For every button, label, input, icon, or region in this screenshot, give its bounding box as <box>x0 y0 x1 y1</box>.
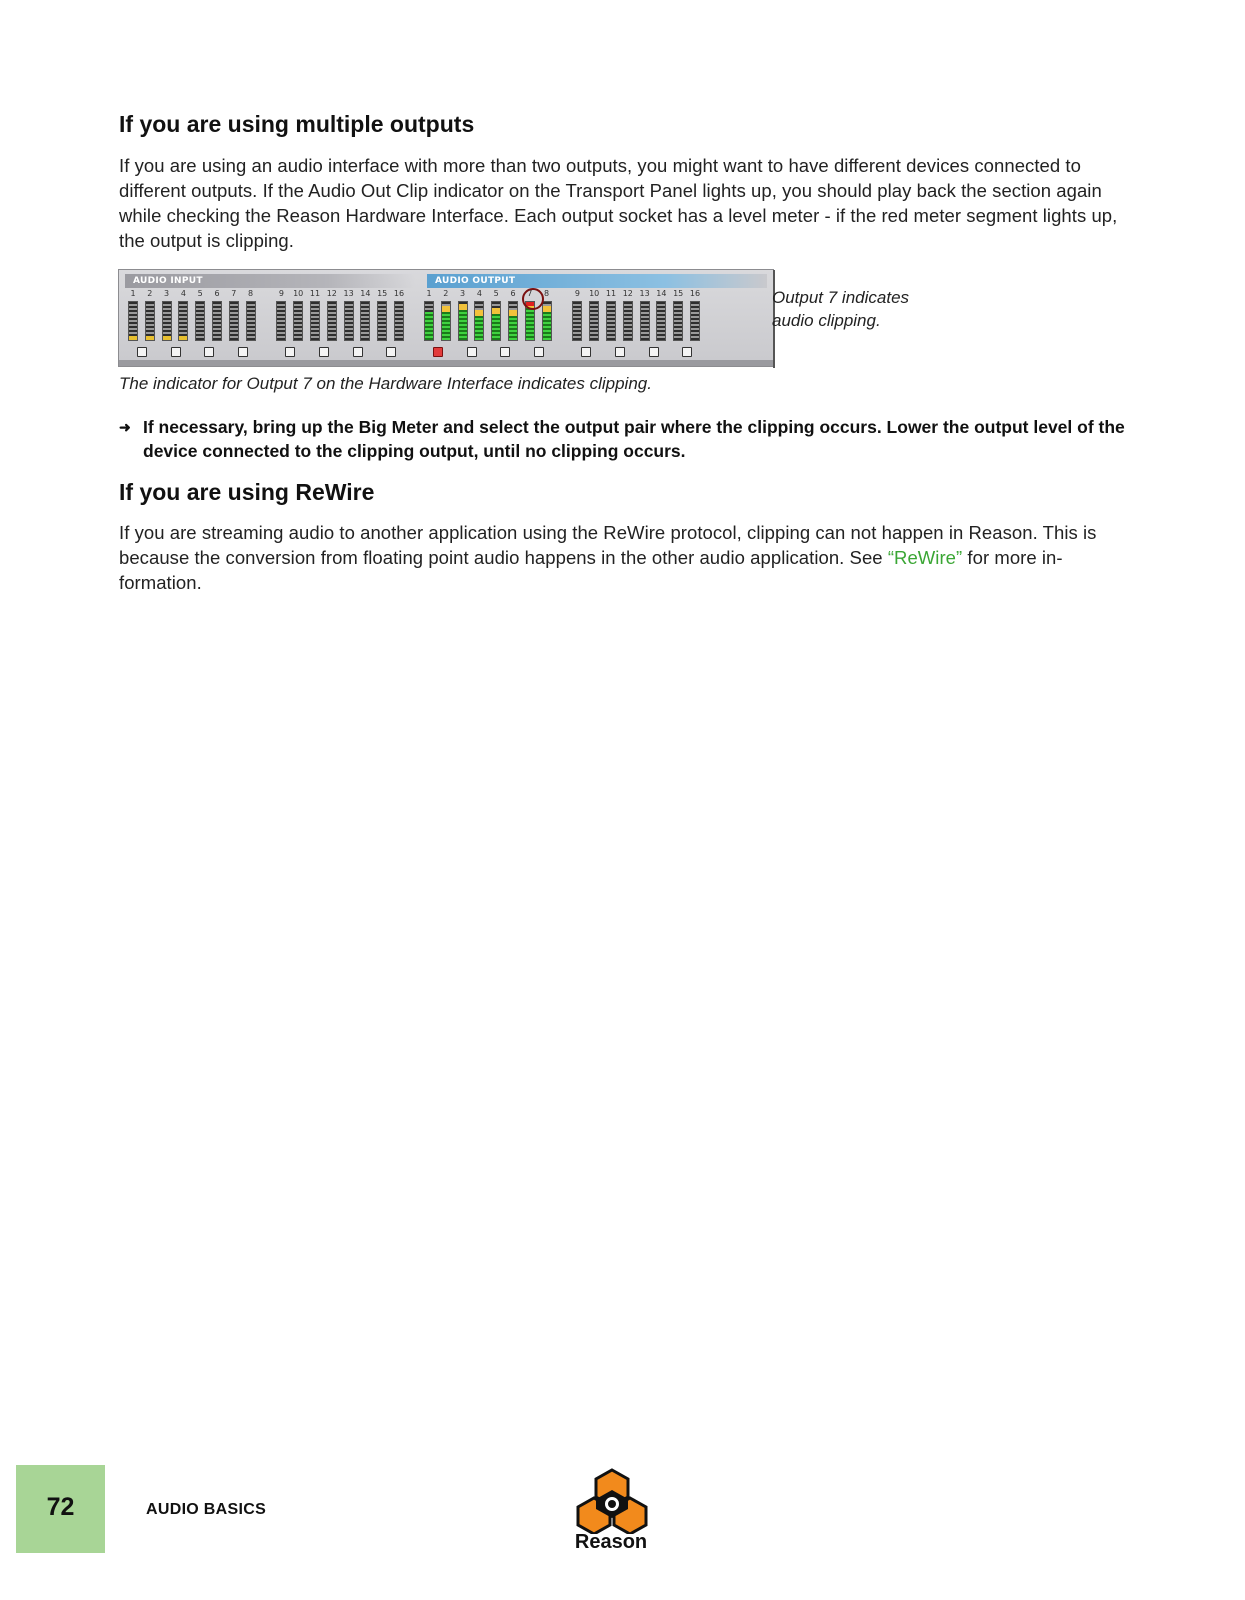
input-channel-number: 13 <box>343 289 354 298</box>
input-level-meter <box>212 301 222 341</box>
output-level-meter <box>623 301 633 341</box>
output-channel-number: 4 <box>476 289 482 298</box>
body-paragraph-multiple-outputs: If you are using an audio interface with more than two outputs, you might want to have different devices connected to different outputs. If the Audio Out Clip indicator on the Transport Panel lights up, you should play back the section again while checking the Reason Hardware Interface. Each output socket has a level meter - if the red meter segment lights up, the output is clipping. <box>119 155 1118 251</box>
side-caption <box>772 286 909 332</box>
output-level-meter <box>690 301 700 341</box>
input-channel-number: 15 <box>377 289 388 298</box>
output-level-fill <box>442 306 450 340</box>
tip-text: If necessary, bring up the Big Meter and select the output pair where the clipping occurs. Lower the output level of the device connected to the clipping output, until no clipping occurs. <box>143 417 1125 461</box>
rewire-text-after-link: for more information. <box>119 547 1063 593</box>
input-level-meter <box>128 301 138 341</box>
input-channel-number: 5 <box>197 289 203 298</box>
input-socket[interactable] <box>353 347 363 357</box>
output-channel-number: 11 <box>605 289 617 298</box>
side-caption-line-2: audio clipping. <box>772 311 881 330</box>
rewire-text-before-link: If you are streaming audio to another application using the ReWire protocol, clipping can not happen in Reason. This is because the conversion from floating point audio happens in the other audio application. See <box>119 522 1097 568</box>
output-level-meter <box>458 301 468 341</box>
output-level-fill <box>492 308 500 340</box>
rewire-link[interactable]: “ReWire” <box>887 547 963 568</box>
arrow-icon: ➜ <box>119 419 131 435</box>
output-channel-number: 12 <box>622 289 633 298</box>
input-signal-segment <box>146 336 154 340</box>
output-level-meter <box>474 301 484 341</box>
output-channel-number: 6 <box>510 289 516 298</box>
output-socket[interactable] <box>581 347 591 357</box>
input-level-meter <box>377 301 387 341</box>
clip-highlight-circle <box>522 288 544 310</box>
output-socket[interactable] <box>615 347 625 357</box>
output-channel-number: 10 <box>589 289 600 298</box>
output-level-meter <box>572 301 582 341</box>
input-level-meter <box>195 301 205 341</box>
section-heading-rewire: If you are using ReWire <box>119 479 375 505</box>
output-channel-number: 1 <box>426 289 432 298</box>
input-level-meter <box>394 301 404 341</box>
output-socket[interactable] <box>433 347 443 357</box>
input-level-meter <box>178 301 188 341</box>
input-socket[interactable] <box>171 347 181 357</box>
input-level-meter <box>327 301 337 341</box>
section-heading-multiple-outputs: If you are using multiple outputs <box>119 111 475 137</box>
audio-input-label: AUDIO INPUT <box>125 274 415 288</box>
output-channel-number: 15 <box>673 289 684 298</box>
hardware-interface-figure <box>118 269 774 367</box>
output-level-fill <box>543 306 551 340</box>
output-level-meter <box>656 301 666 341</box>
figure-caption: The indicator for Output 7 on the Hardware Interface indicates clipping. <box>119 374 652 393</box>
output-level-meter <box>673 301 683 341</box>
input-socket[interactable] <box>137 347 147 357</box>
output-socket[interactable] <box>467 347 477 357</box>
page-number: 72 <box>46 1493 75 1521</box>
output-channel-number: 9 <box>574 289 580 298</box>
output-socket[interactable] <box>682 347 692 357</box>
output-level-meter <box>640 301 650 341</box>
input-socket[interactable] <box>285 347 295 357</box>
input-socket[interactable] <box>386 347 396 357</box>
output-level-meter <box>606 301 616 341</box>
output-channel-number: 5 <box>493 289 499 298</box>
input-signal-segment <box>163 336 171 340</box>
input-channel-number: 3 <box>164 289 170 298</box>
output-level-meter <box>441 301 451 341</box>
output-channel-number: 14 <box>656 289 667 298</box>
reason-logo-icon <box>576 1468 648 1534</box>
input-level-meter <box>293 301 303 341</box>
output-level-meter <box>491 301 501 341</box>
output-level-fill <box>425 312 433 341</box>
input-level-meter <box>162 301 172 341</box>
input-channel-number: 2 <box>147 289 153 298</box>
side-caption-line-1: Output 7 indicates <box>772 288 910 307</box>
input-channel-number: 8 <box>248 289 254 298</box>
output-level-fill <box>475 310 483 340</box>
input-level-meter <box>246 301 256 341</box>
input-level-meter <box>229 301 239 341</box>
output-channel-number: 2 <box>443 289 449 298</box>
input-level-meter <box>145 301 155 341</box>
output-level-meter <box>424 301 434 341</box>
output-level-fill <box>509 310 517 340</box>
output-channel-number: 3 <box>460 289 466 298</box>
input-channel-number: 4 <box>180 289 186 298</box>
body-paragraph-rewire <box>119 520 1131 595</box>
input-signal-segment <box>129 336 137 340</box>
input-channel-number: 11 <box>309 289 321 298</box>
input-channel-number: 16 <box>393 289 405 298</box>
output-socket[interactable] <box>534 347 544 357</box>
input-level-meter <box>276 301 286 341</box>
input-channel-number: 7 <box>231 289 237 298</box>
input-signal-segment <box>179 336 187 340</box>
output-channel-number: 16 <box>689 289 701 298</box>
reason-logo-text: Reason <box>574 1531 648 1553</box>
input-channel-number: 6 <box>214 289 220 298</box>
input-level-meter <box>310 301 320 341</box>
input-channel-number: 9 <box>278 289 284 298</box>
output-level-meter <box>542 301 552 341</box>
input-level-meter <box>360 301 370 341</box>
input-socket[interactable] <box>319 347 329 357</box>
output-level-meter <box>508 301 518 341</box>
output-level-fill <box>459 304 467 340</box>
footer-section-name: AUDIO BASICS <box>146 1501 267 1518</box>
audio-output-label: AUDIO OUTPUT <box>427 274 767 288</box>
output-channel-number: 13 <box>639 289 650 298</box>
input-socket[interactable] <box>204 347 214 357</box>
input-channel-number: 1 <box>130 289 136 298</box>
panel-bottom-rail <box>119 360 773 366</box>
output-socket[interactable] <box>649 347 659 357</box>
output-channel-number: 7 <box>527 289 533 298</box>
input-socket[interactable] <box>238 347 248 357</box>
page-number-box <box>16 1465 105 1553</box>
input-channel-number: 12 <box>326 289 337 298</box>
input-level-meter <box>344 301 354 341</box>
output-level-meter <box>589 301 599 341</box>
output-channel-number: 8 <box>544 289 550 298</box>
input-channel-number: 10 <box>293 289 304 298</box>
input-channel-number: 14 <box>360 289 371 298</box>
output-socket[interactable] <box>500 347 510 357</box>
